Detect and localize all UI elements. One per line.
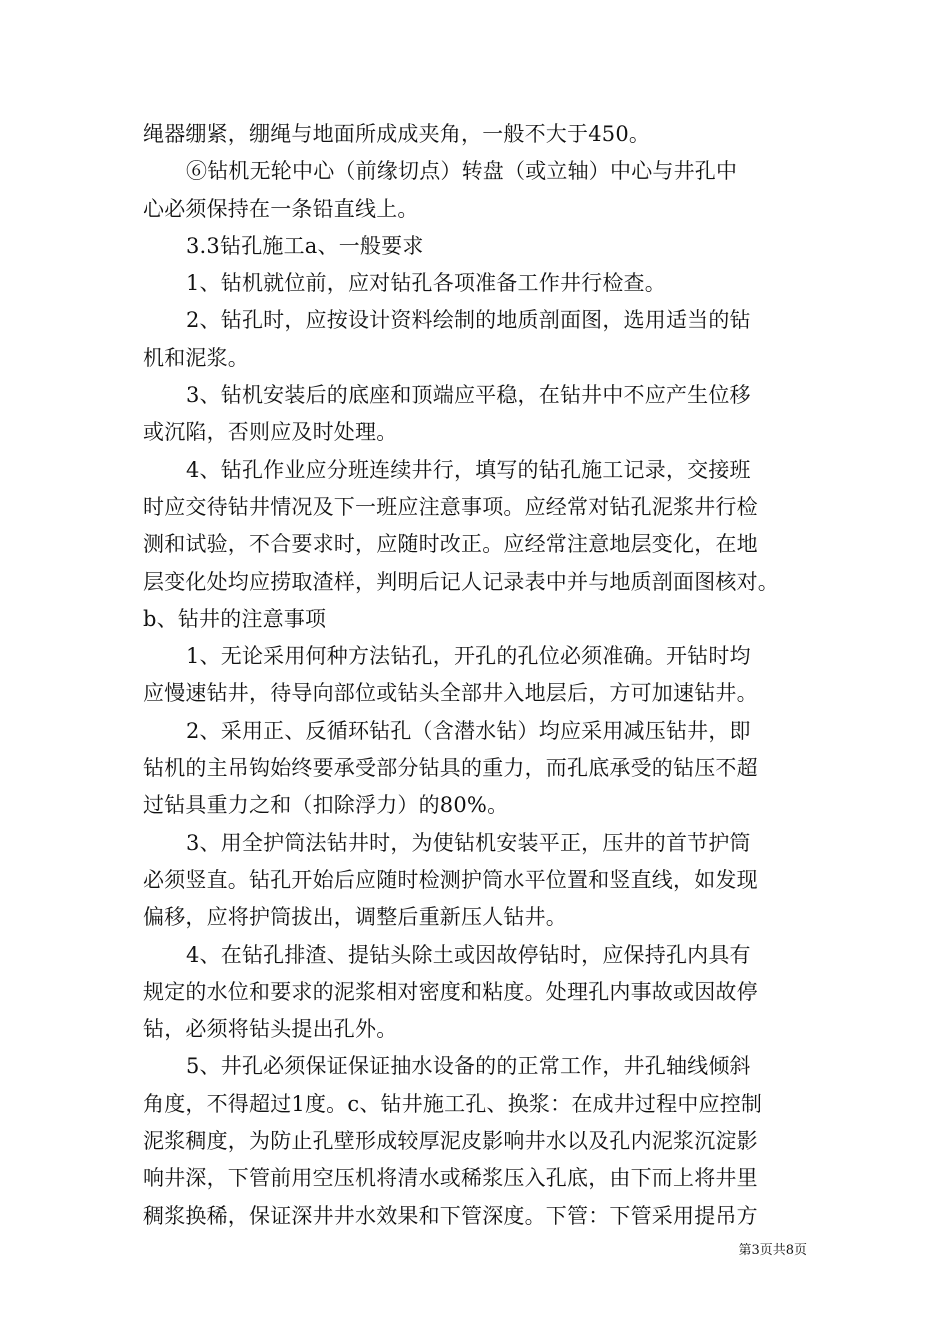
text-line: 规定的水位和要求的泥浆相对密度和粘度。处理孔内事故或因故停 (143, 979, 758, 1004)
text-line: 或沉陷，否则应及时处理。 (143, 420, 398, 445)
text-line: 测和试验，不合要求时，应随时改正。应经常注意地层变化，在地 (143, 532, 758, 557)
text-line: 3.3钻孔施工a、一般要求 (186, 233, 424, 258)
text-line: 泥浆稠度，为防止孔壁形成较厚泥皮影响井水以及孔内泥浆沉淀影 (143, 1129, 758, 1154)
text-line: 5、井孔必须保证保证抽水设备的的正常工作，井孔轴线倾斜 (186, 1054, 751, 1079)
text-line: 绳器绷紧，绷绳与地面所成成夹角，一般不大于450。 (143, 122, 651, 146)
text-line: 3、用全护筒法钻井时，为使钻机安装平正，压井的首节护筒 (186, 830, 751, 855)
text-line: 钻，必须将钻头提出孔外。 (143, 1017, 398, 1042)
text-line: 机和泥浆。 (143, 345, 249, 370)
text-line: 过钻具重力之和（扣除浮力）的80%。 (143, 793, 509, 818)
text-line: 4、钻孔作业应分班连续井行，填写的钻孔施工记录，交接班 (186, 457, 751, 482)
text-line: 3、钻机安装后的底座和顶端应平稳，在钻井中不应产生位移 (186, 383, 751, 408)
document-body (143, 116, 811, 1235)
text-line: 偏移，应将护筒拔出，调整后重新压人钻井。 (143, 905, 567, 930)
text-line: 2、采用正、反循环钻孔（含潜水钻）均应采用减压钻井，即 (186, 718, 751, 743)
text-line: 2、钻孔时，应按设计资料绘制的地质剖面图，选用适当的钻 (186, 308, 751, 333)
text-line: 钻机的主吊钩始终要承受部分钻具的重力，而孔底承受的钻压不超 (143, 756, 758, 781)
text-line: 响井深，下管前用空压机将清水或稀浆压入孔底，由下而上将井里 (143, 1166, 758, 1191)
text-line: 时应交待钻井情况及下一班应注意事项。应经常对钻孔泥浆井行检 (143, 494, 758, 519)
text-line: 1、无论采用何种方法钻孔，开孔的孔位必须准确。开钻时均 (186, 644, 751, 669)
page-number: 第3页共8页 (738, 1243, 807, 1258)
text-line: 角度，不得超过1度。c、钻井施工孔、换浆：在成井过程中应控制 (143, 1091, 763, 1116)
text-line: 层变化处均应捞取渣样，判明后记人记录表中并与地质剖面图核对。 (143, 569, 779, 594)
text-line: 稠浆换稀，保证深井井水效果和下管深度。下管：下管采用提吊方 (143, 1203, 758, 1228)
text-line: 1、钻机就位前，应对钻孔各项准备工作井行检查。 (186, 271, 666, 296)
text-line: 心必须保持在一条铅直线上。 (143, 196, 419, 221)
text-line: b、钻井的注意事项 (143, 606, 327, 631)
text-line: 应慢速钻井，待导向部位或钻头全部井入地层后，方可加速钻井。 (143, 681, 758, 706)
text-line: 必须竖直。钻孔开始后应随时检测护筒水平位置和竖直线，如发现 (143, 867, 758, 892)
text-line: 4、在钻孔排渣、提钻头除土或因故停钻时，应保持孔内具有 (186, 942, 751, 967)
text-line: ⑥钻机无轮中心（前缘切点）转盘（或立轴）中心与井孔中 (186, 159, 738, 184)
